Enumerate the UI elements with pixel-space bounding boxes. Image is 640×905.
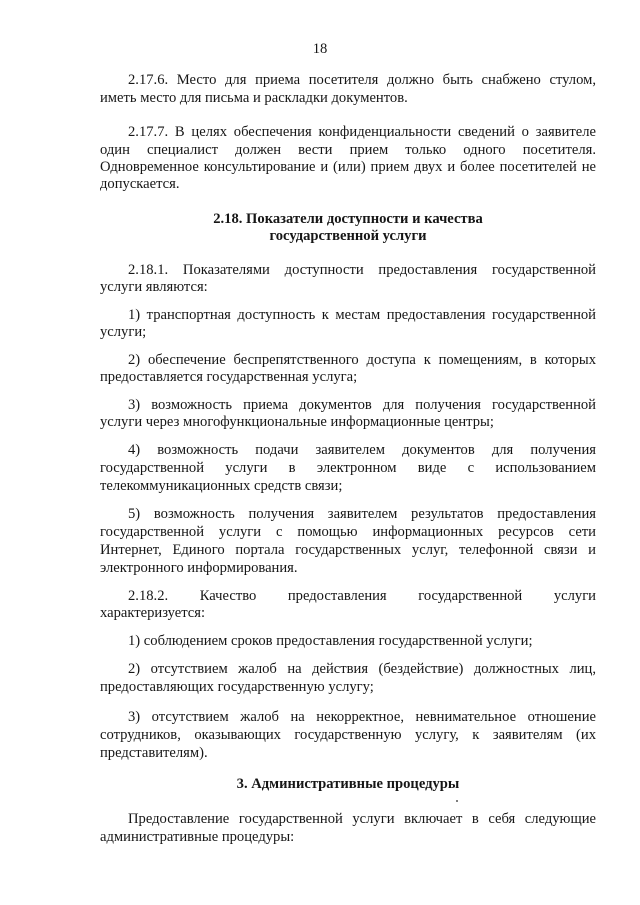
list-item-line: представителям). bbox=[100, 745, 208, 761]
list-item-line: телекоммуникационных средств связи; bbox=[100, 478, 343, 494]
list-item-line: Интернет, Единого портала государственных услуг, телефонной связи и bbox=[100, 542, 596, 558]
list-item-line: предоставляющих государственную услугу; bbox=[100, 679, 374, 695]
list-item-line: государственной услуги с помощью информационных ресурсов сети bbox=[100, 524, 596, 540]
list-item-line: услуги через многофункциональные информационные центры; bbox=[100, 414, 494, 430]
paragraph-2-17-7-line: 2.17.7. В целях обеспечения конфиденциальности сведений о заявителе bbox=[128, 124, 596, 140]
list-item-line: предоставляется государственная услуга; bbox=[100, 369, 358, 385]
list-item-line: электронного информирования. bbox=[100, 560, 298, 576]
paragraph-2-18-1-line: 2.18.1. Показателями доступности предоставления государственной bbox=[128, 262, 596, 278]
list-item-line: государственной услуги в электронном виде с использованием bbox=[100, 460, 596, 476]
list-item-line: 2) отсутствием жалоб на действия (бездействие) должностных лиц, bbox=[128, 661, 596, 677]
list-item-line: 3) возможность приема документов для получения государственной bbox=[128, 397, 596, 413]
paragraph-3-line: Предоставление государственной услуги включает в себя следующие bbox=[128, 811, 596, 827]
paragraph-2-18-2-line: 2.18.2. Качество предоставления государственной услуги bbox=[128, 588, 596, 604]
list-item-line: 1) соблюдением сроков предоставления государственной услуги; bbox=[128, 633, 533, 649]
list-item-line: услуги; bbox=[100, 324, 147, 340]
section-heading: государственной услуги bbox=[269, 228, 427, 244]
paragraph-2-17-6-line: 2.17.6. Место для приема посетителя должно быть снабжено стулом, bbox=[128, 72, 596, 88]
list-item-line: 5) возможность получения заявителем результатов предоставления bbox=[128, 506, 596, 522]
paragraph-2-18-2-line: характеризуется: bbox=[100, 605, 206, 621]
list-item-line: 1) транспортная доступность к местам предоставления государственной bbox=[128, 307, 596, 323]
list-item-line: 4) возможность подачи заявителем документов для получения bbox=[128, 442, 596, 458]
scan-speck bbox=[456, 800, 458, 802]
page-number: 18 bbox=[312, 41, 328, 57]
paragraph-3-line: административные процедуры: bbox=[100, 829, 295, 845]
paragraph-2-17-7-line: Одновременное консультирование и (или) прием двух и более посетителей не bbox=[100, 159, 596, 175]
section-heading: 2.18. Показатели доступности и качества bbox=[213, 211, 483, 227]
list-item-line: 3) отсутствием жалоб на некорректное, невнимательное отношение bbox=[128, 709, 596, 725]
paragraph-2-17-6-line: иметь место для письма и раскладки документов. bbox=[100, 90, 408, 106]
paragraph-2-18-1-line: услуги являются: bbox=[100, 279, 208, 295]
section-heading: 3. Административные процедуры bbox=[236, 776, 460, 792]
list-item-line: сотрудников, оказывающих государственную услугу, к заявителям (их bbox=[100, 727, 596, 743]
list-item-line: 2) обеспечение беспрепятственного доступа к помещениям, в которых bbox=[128, 352, 596, 368]
paragraph-2-17-7-line: допускается. bbox=[100, 176, 180, 192]
paragraph-2-17-7-line: один специалист должен вести прием только одного посетителя. bbox=[100, 142, 596, 158]
